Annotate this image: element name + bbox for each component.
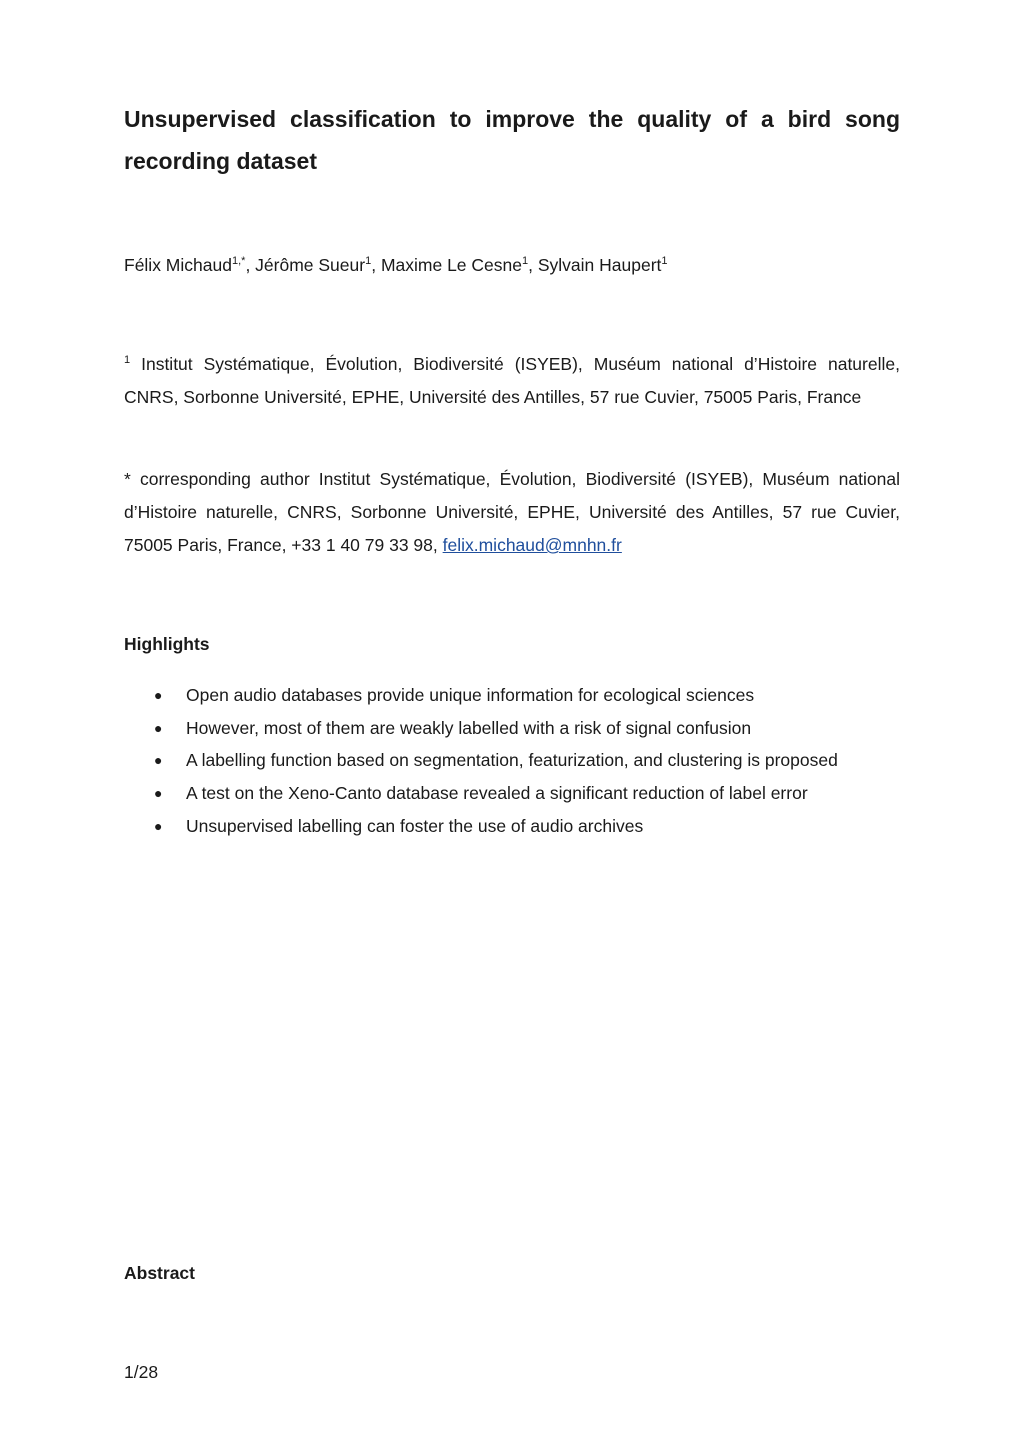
corresponding-author <box>124 463 900 562</box>
author-separator: , <box>371 255 381 275</box>
highlight-text: Open audio databases provide unique information for ecological sciences <box>186 685 755 705</box>
highlight-text: However, most of them are weakly labelled with a risk of signal confusion <box>186 717 752 738</box>
affiliation <box>124 348 900 414</box>
paper-title: Unsupervised classification to improve the quality of a bird song recording dataset <box>124 106 900 174</box>
highlight-text: A test on the Xeno-Canto database revealed a significant reduction of label error <box>186 783 808 804</box>
author-name: Félix Michaud <box>124 255 232 275</box>
bullet-icon: ● <box>154 817 163 834</box>
author-list <box>124 251 900 279</box>
corresponding-author-text: * corresponding author Institut Systématique, Évolution, Biodiversité (ISYEB), Muséum national d’Histoire naturelle, CNRS, Sorbonne Université, EPHE, Université des Antilles, 57 rue Cuvier, 75005 Paris, France, +33 1 40 79 33 98, <box>124 469 900 555</box>
author-separator: , <box>245 255 256 275</box>
highlights-list <box>124 679 924 843</box>
affiliation-marker: 1 <box>124 354 131 366</box>
email-link[interactable]: felix.michaud@mnhn.fr <box>442 535 622 555</box>
bullet-icon: ● <box>154 752 163 769</box>
abstract-heading: Abstract <box>124 1263 195 1283</box>
author-affiliation-mark: 1 <box>661 255 668 267</box>
author-name: Maxime Le Cesne <box>380 255 522 275</box>
highlight-item <box>124 679 924 712</box>
author-affiliation-mark: 1 <box>522 255 529 267</box>
page-number: 1/28 <box>124 1362 159 1382</box>
highlight-text: Unsupervised labelling can foster the use of audio archives <box>186 815 644 836</box>
bullet-icon: ● <box>154 785 163 802</box>
affiliation-text: Institut Systématique, Évolution, Biodiversité (ISYEB), Muséum national d’Histoire naturelle, CNRS, Sorbonne Université, EPHE, Université des Antilles, 57 rue Cuvier, 75005 Paris, France <box>124 354 900 407</box>
highlights-heading: Highlights <box>124 634 210 654</box>
highlight-item <box>124 744 924 777</box>
highlight-item <box>124 712 924 745</box>
author-affiliation-mark: 1,* <box>231 255 246 267</box>
author-name: Jérôme Sueur <box>255 255 366 275</box>
bullet-icon: ● <box>154 719 163 736</box>
highlight-item <box>124 777 924 810</box>
highlight-text: A labelling function based on segmentation, featurization, and clustering is proposed <box>186 750 838 771</box>
highlight-item <box>124 810 924 843</box>
author-name: Sylvain Haupert <box>537 255 662 275</box>
author-separator: , <box>528 255 538 275</box>
bullet-icon: ● <box>154 687 163 703</box>
author-affiliation-mark: 1 <box>365 255 372 267</box>
